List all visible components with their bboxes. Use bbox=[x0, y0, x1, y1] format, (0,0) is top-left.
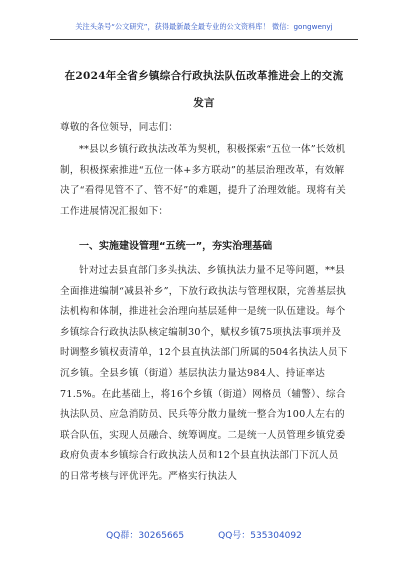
document-title-line-1: 在2024年全省乡镇综合行政执法队伍改革推进会上的交流 bbox=[64, 70, 344, 82]
section-body-paragraph: 针对过去县直部门多头执法、乡镇执法力量不足等问题，**县全面推进编制“减县补乡”，下放行政执法与管理权限，完善基层执法机构和体制，推进社会治理向基层延伸一是统一队伍建设。每个乡镇综合行政执法队核定编制30个，赋权乡镇75项执法事项并及时调整乡镇权责清单，12个县直执法部门所属的504名执法人员下沉乡镇。全县乡镇（街道）基层执法力量达984人、持证率达71.5%。在此基础上，将16个乡镇（街道）网格员（辅警）、综合执法队员、应急消防员、民兵等分散力量统一整合为100人左右的联合队伍，实现人员融合、统筹调度。二是统一人员管理乡镇党委政府负责本乡镇综合行政执法人员和12个县直执法部门下沉人员的日常考核与评优评先。严格实行执法人 bbox=[60, 265, 348, 482]
section-heading: 一、实施建设管理“五统一”，夯实治理基础 bbox=[79, 241, 273, 252]
footer-qq-number: QQ号：535304092 bbox=[218, 531, 302, 541]
intro-paragraph: **县以乡镇行政执法改革为契机，积极探索“五位一体”长效机制，积极探索推进“五位一体+多方联动”的基层治理改革，有效解决了“看得见管不了、管不好”的难题，提升了治理效能。现将有关工作进展情况汇报如下： bbox=[60, 144, 346, 217]
document-title-line-2: 发言 bbox=[193, 97, 215, 109]
footer-qq-group: QQ群：30265665 bbox=[106, 531, 185, 541]
footer-contact bbox=[0, 528, 408, 541]
salutation: 尊敬的各位领导，同志们： bbox=[60, 122, 179, 133]
header-banner: 关注头条号“公文研究”，获得最新最全最专业的公文资料库！ 微信：gongwenyj bbox=[75, 22, 333, 31]
header-divider bbox=[50, 39, 358, 40]
